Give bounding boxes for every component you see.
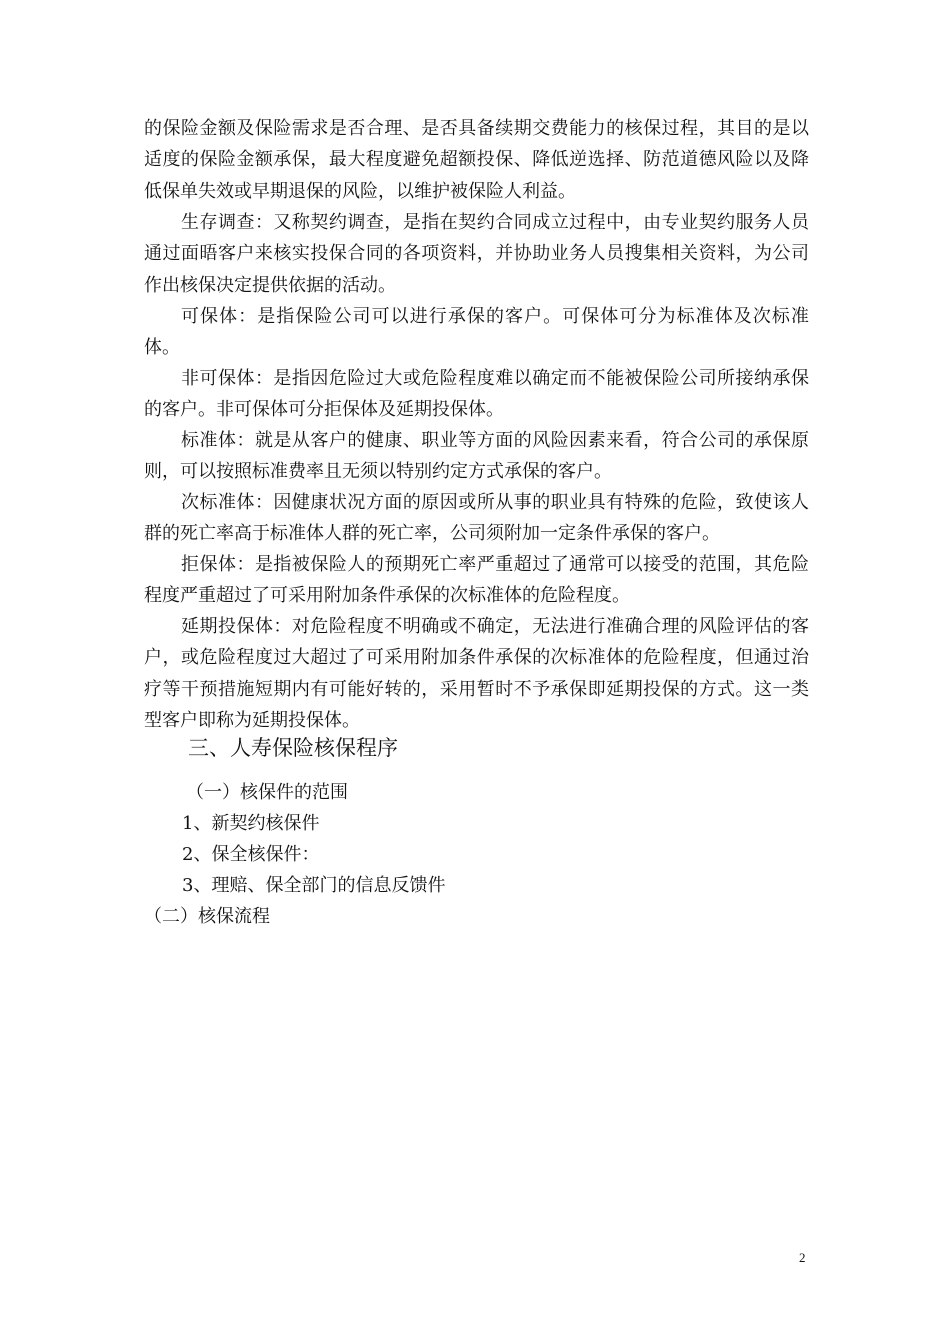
paragraph-underwriting-intro: 的保险金额及保险需求是否合理、是否具备续期交费能力的核保过程，其目的是以适度的保险金额承保，最大程度避免超额投保、降低逆选择、防范道德风险以及降低保单失效或早期退保的风险，以维护被保险人利益。 (144, 118, 809, 202)
list-item: 2、保全核保件： (182, 844, 320, 865)
paragraph-declined: 拒保体：是指被保险人的预期死亡率严重超过了通常可以接受的范围，其危险程度严重超过了可采用附加条件承保的次标准体的危险程度。 (144, 554, 809, 607)
paragraph-standard: 标准体：就是从客户的健康、职业等方面的风险因素来看，符合公司的承保原则，可以按照标准费率且无须以特别约定方式承保的客户。 (144, 430, 809, 483)
subsection-heading-process: （二）核保流程 (144, 906, 270, 927)
paragraph-insurable: 可保体：是指保险公司可以进行承保的客户。可保体可分为标准体及次标准体。 (144, 306, 809, 359)
list-item: 3、理赔、保全部门的信息反馈件 (182, 875, 446, 896)
page-number: 2 (799, 1250, 806, 1265)
paragraph-substandard: 次标准体：因健康状况方面的原因或所从事的职业具有特殊的危险，致使该人群的死亡率高于标准体人群的死亡率，公司须附加一定条件承保的客户。 (144, 492, 809, 545)
section-heading: 三、人寿保险核保程序 (188, 736, 398, 760)
subsection-heading-scope: （一）核保件的范围 (186, 782, 348, 803)
list-item: 1、新契约核保件 (182, 813, 320, 834)
paragraph-postponed: 延期投保体：对危险程度不明确或不确定，无法进行准确合理的风险评估的客户，或危险程度过大超过了可采用附加条件承保的次标准体的危险程度，但通过治疗等干预措施短期内有可能好转的，采用暂时不予承保即延期投保的方式。这一类型客户即称为延期投保体。 (144, 616, 809, 732)
paragraph-survival-survey: 生存调查：又称契约调查，是指在契约合同成立过程中，由专业契约服务人员通过面晤客户来核实投保合同的各项资料，并协助业务人员搜集相关资料，为公司作出核保决定提供依据的活动。 (144, 212, 809, 296)
paragraph-non-insurable: 非可保体：是指因危险过大或危险程度难以确定而不能被保险公司所接纳承保的客户。非可保体可分拒保体及延期投保体。 (144, 368, 809, 421)
